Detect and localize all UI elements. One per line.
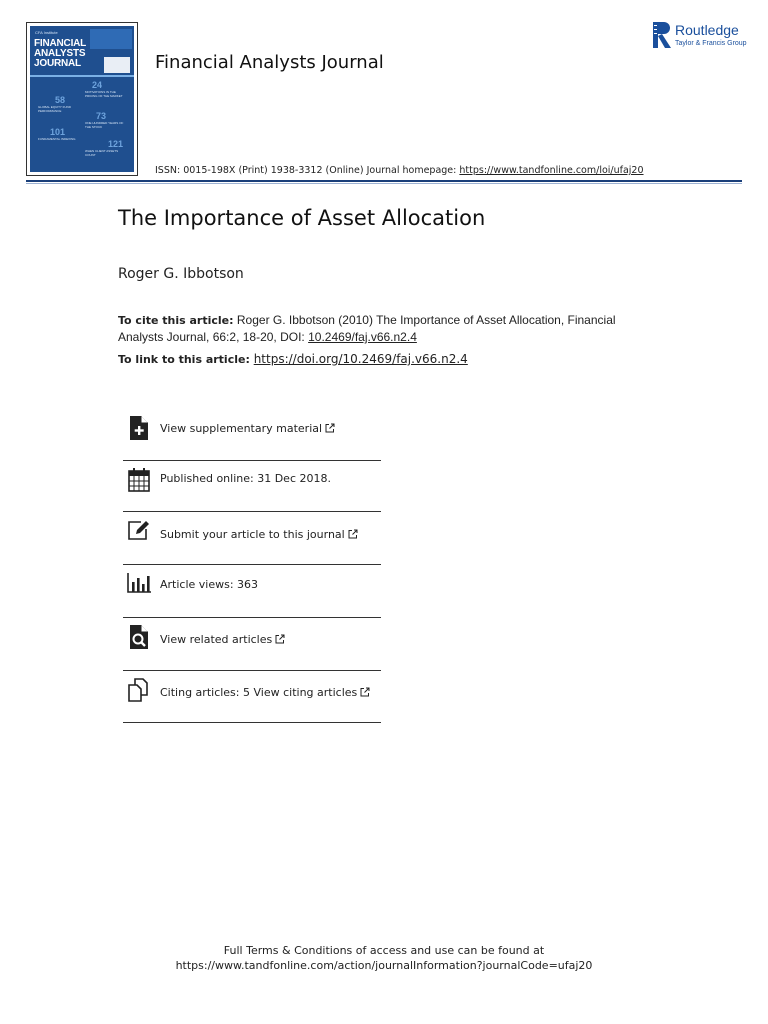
cover-feature-text: WHEN CLIENT ASSETS COUNT (85, 149, 119, 157)
citation-block (118, 312, 638, 345)
cover-feature-text: ONE HUNDRED YEARS OF THE STOCK (85, 121, 124, 129)
supplementary-file-icon (127, 415, 151, 441)
citing-documents-icon (127, 677, 151, 703)
citation-label: To cite this article: (118, 314, 234, 327)
external-link-icon (348, 529, 358, 539)
cover-feature-text: GLOBAL EQUITY FUND PERFORMANCE (38, 105, 72, 113)
cover-feature-text: MOTIVATIONS IN THE PRICING OF THE MARKET (85, 90, 123, 98)
cover-contents-box (90, 29, 132, 49)
info-divider (123, 564, 381, 565)
article-link-block (118, 352, 468, 366)
publisher-subtitle: Taylor & Francis Group (675, 40, 747, 47)
footer-terms-text: Full Terms & Conditions of access and use can be found at (223, 944, 545, 957)
cover-feature-text: FUNDAMENTAL INDEXING (38, 137, 76, 141)
article-link-label: To link to this article: (118, 353, 254, 366)
cover-feature-number: 101 (50, 127, 66, 137)
journal-name: Financial Analysts Journal (155, 52, 384, 73)
citing-articles-row[interactable] (123, 677, 381, 707)
cover-issue-box (104, 57, 130, 73)
info-divider (123, 511, 381, 512)
supplementary-label: View supplementary material (160, 422, 335, 435)
article-doi-link[interactable]: https://doi.org/10.2469/faj.v66.n2.4 (253, 352, 468, 366)
external-link-icon (275, 634, 285, 644)
issn-line (155, 165, 644, 176)
cover-org: CFA Institute (35, 30, 58, 35)
published-online-row (123, 467, 381, 497)
related-articles-label: View related articles (160, 633, 285, 646)
cover-band (30, 75, 134, 77)
citation-text: Roger G. Ibbotson (2010) The Importance of Asset Allocation, Financial Analysts Journal, 66:2, 18-20, DOI: (118, 313, 616, 344)
cover-feature-number: 121 (108, 139, 124, 149)
article-author: Roger G. Ibbotson (118, 266, 244, 282)
submit-article-row[interactable] (123, 518, 381, 548)
info-divider (123, 670, 381, 671)
cover-feature-number: 58 (55, 95, 66, 105)
external-link-icon (360, 687, 370, 697)
external-link-icon (325, 423, 335, 433)
info-divider (123, 617, 381, 618)
routledge-r-icon (653, 22, 671, 48)
cover-feature-number: 73 (96, 111, 107, 121)
bar-chart-icon (127, 571, 151, 597)
article-views-label: Article views: 363 (160, 578, 259, 591)
citation-doi-link[interactable]: 10.2469/faj.v66.n2.4 (308, 330, 417, 344)
calendar-icon (127, 467, 151, 493)
journal-homepage-link[interactable]: https://www.tandfonline.com/loi/ufaj20 (459, 165, 644, 176)
header-divider-thin (26, 183, 742, 184)
related-articles-icon (127, 624, 151, 650)
footer (0, 943, 768, 973)
submit-article-label: Submit your article to this journal (160, 528, 358, 541)
info-divider (123, 722, 381, 723)
view-related-row[interactable] (123, 624, 381, 654)
journal-cover-thumbnail (26, 22, 138, 176)
article-views-row (123, 571, 381, 601)
citing-articles-label: Citing articles: 5 View citing articles (160, 686, 370, 699)
article-title: The Importance of Asset Allocation (118, 206, 486, 230)
issn-text: ISSN: 0015-198X (Print) 1938-3312 (Online) Journal homepage: (155, 165, 460, 176)
cover-art (30, 26, 134, 172)
publisher-name: Routledge (675, 22, 739, 38)
header-divider (26, 180, 742, 182)
info-divider (123, 460, 381, 461)
view-supplementary-row[interactable] (123, 415, 381, 445)
cover-title: FINANCIAL ANALYSTS JOURNAL (34, 38, 87, 69)
cover-feature-number: 24 (92, 80, 103, 90)
footer-terms-url[interactable]: https://www.tandfonline.com/action/journalInformation?journalCode=ufaj20 (175, 959, 593, 972)
published-online-label: Published online: 31 Dec 2018. (160, 472, 331, 485)
edit-icon (127, 518, 151, 544)
